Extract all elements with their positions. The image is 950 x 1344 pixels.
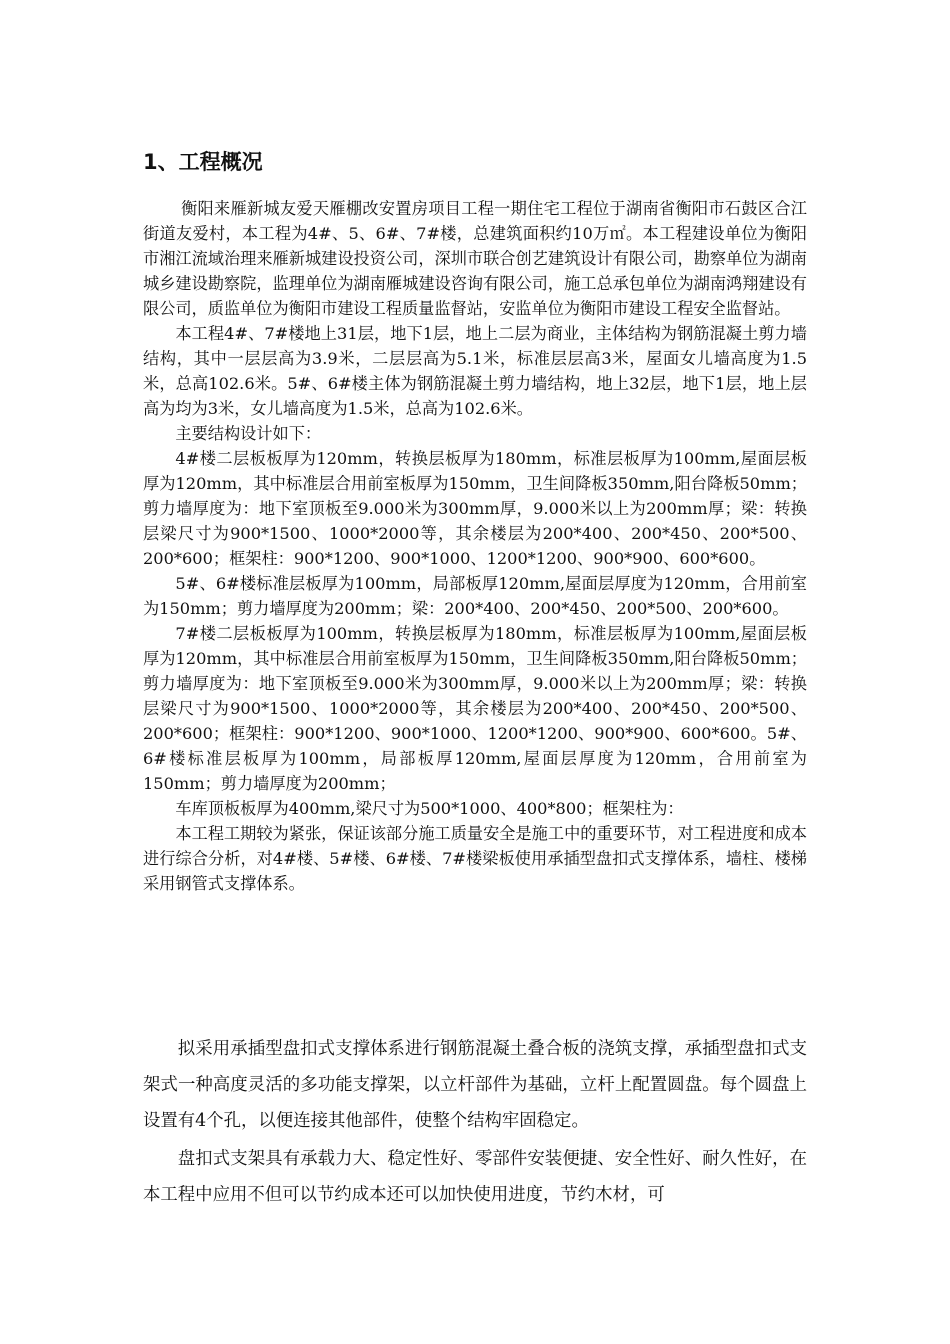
paragraph-schedule-support: 本工程工期较为紧张，保证该部分施工质量安全是施工中的重要环节，对工程进度和成本进行综合分析，对4#楼、5#楼、6#楼、7#楼梁板使用承插型盘扣式支撑体系，墙柱、楼梯采用钢管式支撑体系。 bbox=[143, 824, 807, 893]
body-text bbox=[143, 196, 807, 896]
paragraph-building-7: 7#楼二层板板厚为100mm，转换层板厚为180mm，标准层板厚为100mm,屋面层板厚为120mm，其中标准层合用前室板厚为150mm，卫生间降板350mm,阳台降板50mm；剪力墙厚度为：地下室顶板至9.000米为300mm厚，9.000米以上为200mm厚；梁：转换层梁尺寸为900*1500、1000*2000等，其余楼层为200*400、200*450、200*500、200*600；框架柱：900*1200、900*1000、1200*1200、900*900、600*600。5#、6#楼标准层板厚为100mm，局部板厚120mm,屋面层厚度为120mm，合用前室为150mm；剪力墙厚度为200mm； bbox=[143, 624, 807, 793]
paragraph-building-5-6: 5#、6#楼标准层板厚为100mm，局部板厚120mm,屋面层厚度为120mm，合用前室为150mm；剪力墙厚度为200mm；梁：200*400、200*450、200*500、200*600。 bbox=[143, 574, 807, 618]
paragraph-project-location: 衡阳来雁新城友爱天雁棚改安置房项目工程一期住宅工程位于湖南省衡阳市石鼓区合江街道友爱村，本工程为4#、5、6#、7#楼，总建筑面积约10万㎡。本工程建设单位为衡阳市湘江流域治理来雁新城建设投资公司，深圳市联合创艺建筑设计有限公司，勘察单位为湖南城乡建设勘察院，监理单位为湖南雁城建设咨询有限公司，施工总承包单位为湖南鸿翔建设有限公司，质监单位为衡阳市建设工程质量监督站，安监单位为衡阳市建设工程安全监督站。 bbox=[143, 199, 807, 318]
paragraph-building-heights: 本工程4#、7#楼地上31层，地下1层，地上二层为商业，主体结构为钢筋混凝土剪力墙结构，其中一层层高为3.9米，二层层高为5.1米，标准层层高3米，屋面女儿墙高度为1.5米，总高102.6米。5#、6#楼主体为钢筋混凝土剪力墙结构，地上32层，地下1层，地上层高为均为3米，女儿墙高度为1.5米，总高为102.6米。 bbox=[143, 324, 807, 418]
paragraph-structure-intro: 主要结构设计如下： bbox=[175, 424, 322, 443]
section-title: 1、工程概况 bbox=[143, 150, 263, 174]
paragraph-garage-roof: 车库顶板板厚为400mm,梁尺寸为500*1000、400*800；框架柱为： bbox=[175, 799, 684, 818]
body-text-loose bbox=[143, 1031, 807, 1213]
paragraph-support-advantages: 盘扣式支架具有承载力大、稳定性好、零部件安装便捷、安全性好、耐久性好，在本工程中应用不但可以节约成本还可以加快使用进度，节约木材，可 bbox=[143, 1149, 807, 1205]
paragraph-support-system: 拟采用承插型盘扣式支撑体系进行钢筋混凝土叠合板的浇筑支撑，承插型盘扣式支架式一种高度灵活的多功能支撑架，以立杆部件为基础，立杆上配置圆盘。每个圆盘上设置有4个孔，以便连接其他部件，使整个结构牢固稳定。 bbox=[143, 1039, 807, 1131]
paragraph-building-4: 4#楼二层板板厚为120mm，转换层板厚为180mm，标准层板厚为100mm,屋面层板厚为120mm，其中标准层合用前室板厚为150mm，卫生间降板350mm,阳台降板50mm；剪力墙厚度为：地下室顶板至9.000米为300mm厚，9.000米以上为200mm厚；梁：转换层梁尺寸为900*1500、1000*2000等，其余楼层为200*400、200*450、200*500、200*600；框架柱：900*1200、900*1000、1200*1200、900*900、600*600。 bbox=[143, 449, 807, 568]
